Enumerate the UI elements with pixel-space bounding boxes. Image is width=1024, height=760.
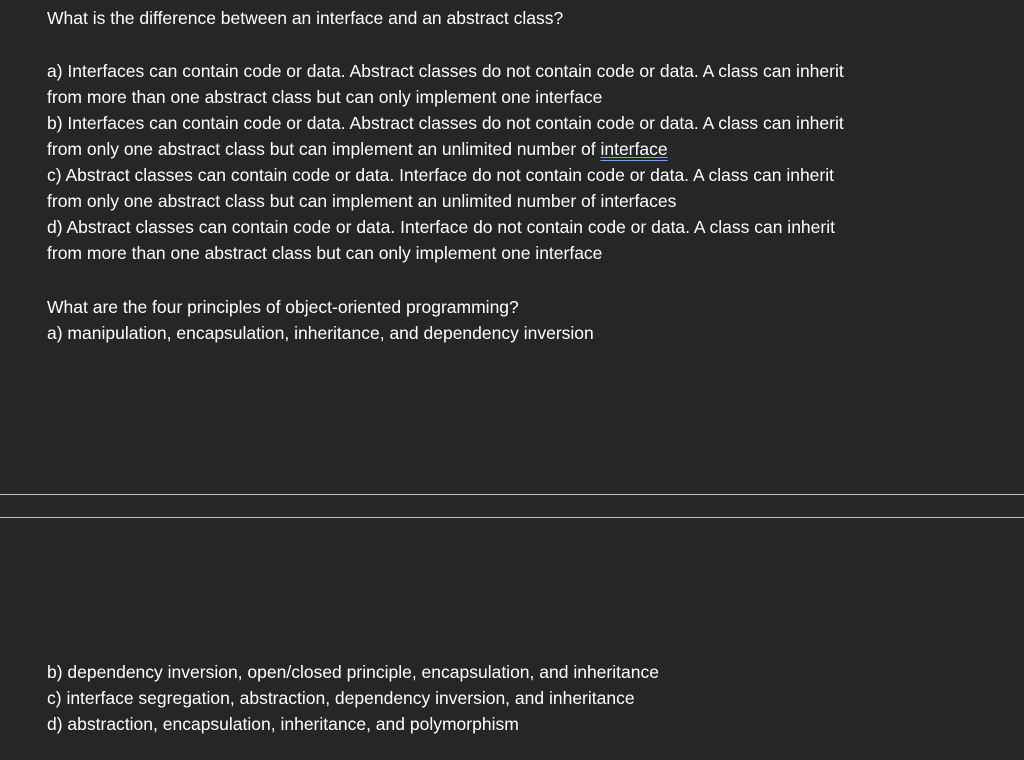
question-1-prompt: What is the difference between an interface and an abstract class? (47, 8, 564, 28)
question-2-option-b: b) dependency inversion, open/closed principle, encapsulation, and inheritance (47, 662, 659, 682)
question-1-block (47, 5, 1007, 31)
question-1-option-a-line-2: from more than one abstract class but can only implement one interface (47, 87, 603, 107)
question-1-option-d-line-1: d) Abstract classes can contain code or data. Interface do not contain code or data. A class can inherit (47, 217, 835, 237)
question-1-option-c-line-2: from only one abstract class but can implement an unlimited number of interfaces (47, 191, 677, 211)
question-1-option-d-line-2: from more than one abstract class but can only implement one interface (47, 243, 603, 263)
spellcheck-flagged-word[interactable]: interface (600, 139, 668, 159)
question-2-remaining-options (47, 659, 1007, 737)
question-2-block (47, 294, 1007, 346)
question-2-option-a: a) manipulation, encapsulation, inheritance, and dependency inversion (47, 323, 594, 343)
question-2-prompt: What are the four principles of object-oriented programming? (47, 297, 519, 317)
question-1-option-c-line-1: c) Abstract classes can contain code or data. Interface do not contain code or data. A class can inherit (47, 165, 834, 185)
question-1-option-b-line-2 (47, 136, 1007, 162)
question-2-option-c: c) interface segregation, abstraction, dependency inversion, and inheritance (47, 688, 635, 708)
question-1-option-b-line-1: b) Interfaces can contain code or data. Abstract classes do not contain code or data. A class can inherit (47, 113, 844, 133)
question-2-option-d: d) abstraction, encapsulation, inheritance, and polymorphism (47, 714, 519, 734)
page-break (0, 494, 1024, 518)
question-1-options (47, 58, 1007, 266)
question-1-option-b-line-2-text: from only one abstract class but can implement an unlimited number of (47, 139, 601, 159)
question-1-option-a-line-1: a) Interfaces can contain code or data. Abstract classes do not contain code or data. A class can inherit (47, 61, 844, 81)
document-page-2 (0, 518, 1024, 760)
